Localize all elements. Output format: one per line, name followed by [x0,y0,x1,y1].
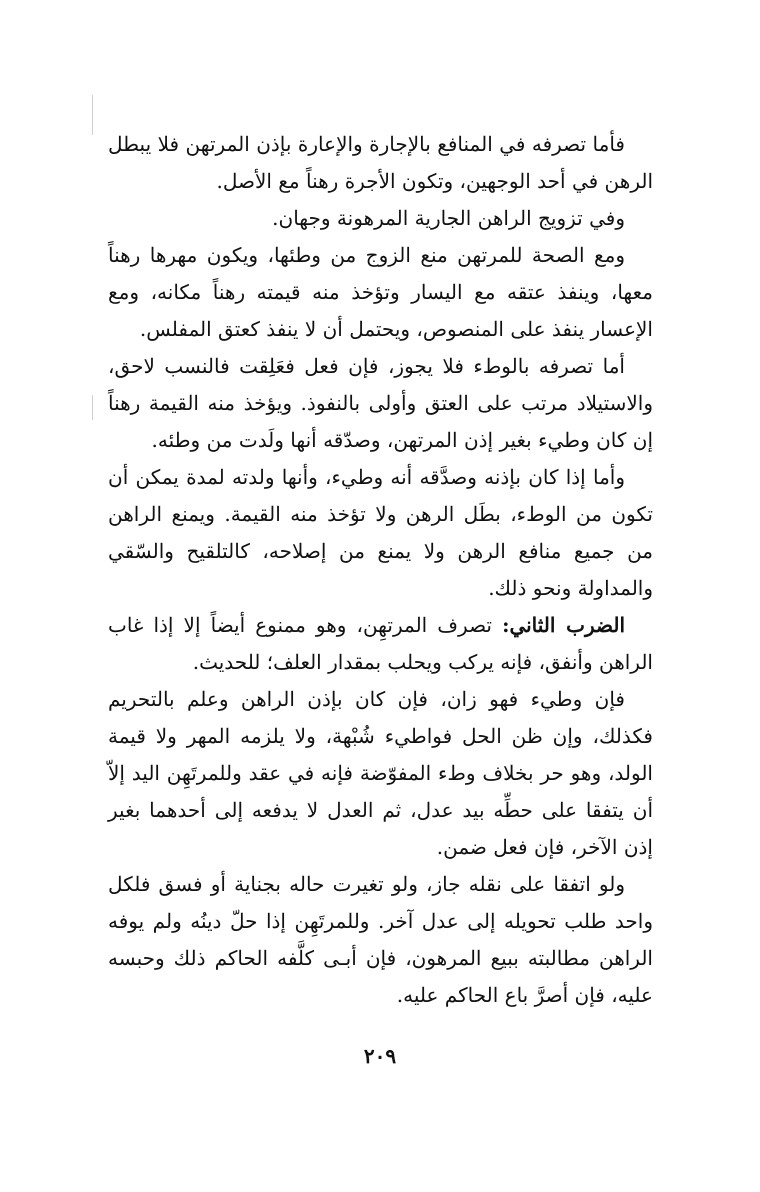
paragraph: وفي تزويج الراهن الجارية المرهونة وجهان. [272,206,625,230]
paragraph: ولو اتفقا على نقله جاز، ولو تغيرت حاله بجناية أو فسق فلكل واحد طلب تحويله إلى عدل آخر. وللمرتَهِن إذا حلّ دينُه ولم يوفه الراهن مطالبته ببيع المرهون، فإن أبـى كلَّفه الحاكم ذلك وحبسه عليه، فإن أصرَّ باع الحاكم عليه. [108,872,653,1007]
paragraph-with-heading [108,607,653,681]
paragraph: فإن وطيء فهو زان، فإن كان بإذن الراهن وعلم بالتحريم فكذلك، وإن ظن الحل فواطيء شُبْهة، ولا يلزمه المهر ولا قيمة الولد، وهو حر بخلاف وطء المفوّضة فإنه في عقد وللمرتَهِن اليد إلاّ أن يتفقا على حطِّه بيد عدل، ثم العدل لا يدفعه إلى أحدهما بغير إذن الآخر، فإن فعل ضمن. [108,687,653,859]
page-number: ٢٠٩ [363,1044,397,1068]
paragraph: أما تصرفه بالوطء فلا يجوز، فإن فعل فعَلِقت فالنسب لاحق، والاستيلاد مرتب على العتق وأولى بالنفوذ. ويؤخذ منه القيمة رهناً إن كان وطيء بغير إذن المرتهن، وصدّقه أنها ولَدت من وطئه. [108,354,653,452]
paragraph-text: تصرف المرتهِن، وهو ممنوع أيضاً إلا إذا غاب الراهن وأنفق، فإنه يركب ويحلب بمقدار العلف؛ للحديث. [108,613,653,674]
paragraph: فأما تصرفه في المنافع بالإجارة والإعارة بإذن المرتهن فلا يبطل الرهن في أحد الوجهين، وتكون الأجرة رهناً مع الأصل. [108,132,653,193]
paragraph: ومع الصحة للمرتهن منع الزوج من وطئها، ويكون مهرها رهناً معها، وينفذ عتقه مع اليسار وتؤخذ منه قيمته رهناً مكانه، ومع الإعسار ينفذ على المنصوص، ويحتمل أن لا ينفذ كعتق المفلس. [108,243,653,341]
body-text [108,126,653,1014]
paragraph: وأما إذا كان بإذنه وصدَّقه أنه وطيء، وأنها ولدته لمدة يمكن أن تكون من الوطء، بطَل الرهن ولا تؤخذ منه القيمة. ويمنع الراهن من جميع منافع الرهن ولا يمنع من إصلاحه، كالتلقيح والسّقي والمداولة ونحو ذلك. [108,465,653,600]
page-edge-mark [92,395,93,420]
page-edge-mark [92,95,93,135]
section-heading: الضرب الثاني: [502,613,626,637]
